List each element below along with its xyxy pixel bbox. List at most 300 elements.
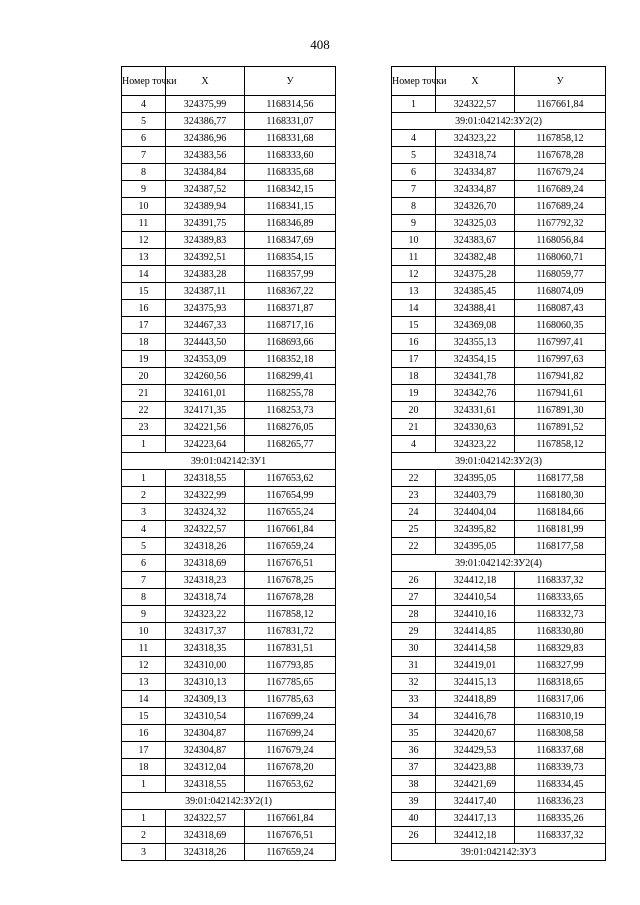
x-coordinate-cell: 324417,40 xyxy=(436,793,515,810)
y-coordinate-cell: 1167661,84 xyxy=(515,96,606,113)
table-row xyxy=(392,266,606,283)
table-row xyxy=(122,572,336,589)
x-coordinate-cell: 324221,56 xyxy=(166,419,245,436)
x-coordinate-cell: 324410,16 xyxy=(436,606,515,623)
table-row xyxy=(122,198,336,215)
x-coordinate-cell: 324429,53 xyxy=(436,742,515,759)
x-coordinate-cell: 324383,56 xyxy=(166,147,245,164)
table-row xyxy=(122,623,336,640)
section-title: 39:01:042142:ЗУ3 xyxy=(392,844,606,861)
table-row xyxy=(122,606,336,623)
y-coordinate-cell: 1167654,99 xyxy=(245,487,336,504)
x-coordinate-cell: 324392,51 xyxy=(166,249,245,266)
point-number-cell: 9 xyxy=(122,606,166,623)
table-row xyxy=(392,300,606,317)
section-row xyxy=(122,453,336,470)
x-coordinate-cell: 324389,94 xyxy=(166,198,245,215)
y-coordinate-cell: 1168318,65 xyxy=(515,674,606,691)
point-number-cell: 12 xyxy=(392,266,436,283)
x-coordinate-cell: 324420,67 xyxy=(436,725,515,742)
coordinates-table-right xyxy=(391,66,606,861)
x-coordinate-cell: 324312,04 xyxy=(166,759,245,776)
table-row xyxy=(122,504,336,521)
table-row xyxy=(392,96,606,113)
point-number-cell: 11 xyxy=(392,249,436,266)
x-coordinate-cell: 324403,79 xyxy=(436,487,515,504)
table-row xyxy=(392,623,606,640)
coordinates-table-left xyxy=(121,66,336,861)
x-coordinate-cell: 324384,84 xyxy=(166,164,245,181)
point-number-cell: 13 xyxy=(122,674,166,691)
point-number-cell: 16 xyxy=(122,300,166,317)
point-number-cell: 17 xyxy=(392,351,436,368)
point-number-cell: 11 xyxy=(122,215,166,232)
y-coordinate-cell: 1168336,23 xyxy=(515,793,606,810)
y-coordinate-cell: 1167891,52 xyxy=(515,419,606,436)
y-coordinate-cell: 1168347,69 xyxy=(245,232,336,249)
table-row xyxy=(392,793,606,810)
x-coordinate-cell: 324467,33 xyxy=(166,317,245,334)
table-row xyxy=(122,844,336,861)
y-coordinate-cell: 1168371,87 xyxy=(245,300,336,317)
x-coordinate-cell: 324410,54 xyxy=(436,589,515,606)
y-coordinate-cell: 1168332,73 xyxy=(515,606,606,623)
table-row xyxy=(122,147,336,164)
point-number-cell: 6 xyxy=(392,164,436,181)
y-coordinate-cell: 1167941,82 xyxy=(515,368,606,385)
x-coordinate-cell: 324412,18 xyxy=(436,572,515,589)
section-title: 39:01:042142:ЗУ2(2) xyxy=(392,113,606,130)
table-row xyxy=(392,572,606,589)
x-coordinate-cell: 324355,13 xyxy=(436,334,515,351)
y-coordinate-cell: 1167831,72 xyxy=(245,623,336,640)
x-coordinate-cell: 324318,74 xyxy=(436,147,515,164)
y-coordinate-cell: 1168337,68 xyxy=(515,742,606,759)
y-coordinate-cell: 1167689,24 xyxy=(515,181,606,198)
x-coordinate-cell: 324404,04 xyxy=(436,504,515,521)
y-coordinate-cell: 1168354,15 xyxy=(245,249,336,266)
table-row xyxy=(392,776,606,793)
table-row xyxy=(392,317,606,334)
y-coordinate-cell: 1168177,58 xyxy=(515,470,606,487)
point-number-cell: 27 xyxy=(392,589,436,606)
point-number-cell: 14 xyxy=(122,266,166,283)
y-coordinate-cell: 1167858,12 xyxy=(515,130,606,147)
y-coordinate-cell: 1168059,77 xyxy=(515,266,606,283)
x-coordinate-cell: 324419,01 xyxy=(436,657,515,674)
table-row xyxy=(392,419,606,436)
y-coordinate-cell: 1167661,84 xyxy=(245,810,336,827)
x-coordinate-cell: 324171,35 xyxy=(166,402,245,419)
y-coordinate-cell: 1168357,99 xyxy=(245,266,336,283)
table-row xyxy=(122,487,336,504)
x-coordinate-cell: 324443,50 xyxy=(166,334,245,351)
table-row xyxy=(392,232,606,249)
x-coordinate-cell: 324323,22 xyxy=(436,130,515,147)
point-number-cell: 14 xyxy=(392,300,436,317)
x-coordinate-cell: 324416,78 xyxy=(436,708,515,725)
point-number-cell: 3 xyxy=(122,844,166,861)
x-coordinate-cell: 324387,11 xyxy=(166,283,245,300)
x-coordinate-cell: 324260,56 xyxy=(166,368,245,385)
x-coordinate-cell: 324387,52 xyxy=(166,181,245,198)
point-number-cell: 17 xyxy=(122,317,166,334)
y-coordinate-cell: 1167659,24 xyxy=(245,844,336,861)
point-number-cell: 17 xyxy=(122,742,166,759)
point-number-cell: 4 xyxy=(392,130,436,147)
point-number-cell: 10 xyxy=(392,232,436,249)
x-coordinate-cell: 324318,26 xyxy=(166,538,245,555)
point-number-cell: 13 xyxy=(122,249,166,266)
x-coordinate-cell: 324324,32 xyxy=(166,504,245,521)
table-row xyxy=(122,351,336,368)
x-coordinate-cell: 324310,00 xyxy=(166,657,245,674)
x-coordinate-cell: 324304,87 xyxy=(166,742,245,759)
x-coordinate-cell: 324331,61 xyxy=(436,402,515,419)
table-row xyxy=(392,249,606,266)
point-number-cell: 12 xyxy=(122,657,166,674)
point-number-cell: 24 xyxy=(392,504,436,521)
y-coordinate-cell: 1167699,24 xyxy=(245,708,336,725)
section-title: 39:01:042142:ЗУ2(4) xyxy=(392,555,606,572)
y-coordinate-cell: 1168276,05 xyxy=(245,419,336,436)
table-row xyxy=(122,555,336,572)
y-coordinate-cell: 1168346,89 xyxy=(245,215,336,232)
y-coordinate-cell: 1168056,84 xyxy=(515,232,606,249)
y-coordinate-cell: 1168693,66 xyxy=(245,334,336,351)
x-coordinate-cell: 324318,69 xyxy=(166,555,245,572)
point-number-cell: 10 xyxy=(122,198,166,215)
point-number-cell: 39 xyxy=(392,793,436,810)
point-number-cell: 1 xyxy=(122,810,166,827)
x-coordinate-cell: 324341,78 xyxy=(436,368,515,385)
point-number-cell: 2 xyxy=(122,487,166,504)
header-y: У xyxy=(515,67,606,96)
x-coordinate-cell: 324304,87 xyxy=(166,725,245,742)
table-row xyxy=(392,708,606,725)
x-coordinate-cell: 324322,57 xyxy=(166,810,245,827)
y-coordinate-cell: 1168329,83 xyxy=(515,640,606,657)
x-coordinate-cell: 324326,70 xyxy=(436,198,515,215)
x-coordinate-cell: 324310,13 xyxy=(166,674,245,691)
table-row xyxy=(392,334,606,351)
table-row xyxy=(122,657,336,674)
table-row xyxy=(392,538,606,555)
y-coordinate-cell: 1168314,56 xyxy=(245,96,336,113)
x-coordinate-cell: 324412,18 xyxy=(436,827,515,844)
point-number-cell: 14 xyxy=(122,691,166,708)
point-number-cell: 22 xyxy=(392,470,436,487)
y-coordinate-cell: 1168337,32 xyxy=(515,827,606,844)
point-number-cell: 21 xyxy=(122,385,166,402)
y-coordinate-cell: 1168265,77 xyxy=(245,436,336,453)
table-row xyxy=(392,368,606,385)
x-coordinate-cell: 324395,05 xyxy=(436,470,515,487)
table-row xyxy=(392,759,606,776)
header-point-number: Номер точки xyxy=(122,67,166,96)
y-coordinate-cell: 1168352,18 xyxy=(245,351,336,368)
y-coordinate-cell: 1168342,15 xyxy=(245,181,336,198)
y-coordinate-cell: 1168335,68 xyxy=(245,164,336,181)
table-row xyxy=(122,402,336,419)
y-coordinate-cell: 1167891,30 xyxy=(515,402,606,419)
table-row xyxy=(392,215,606,232)
point-number-cell: 19 xyxy=(392,385,436,402)
x-coordinate-cell: 324414,85 xyxy=(436,623,515,640)
x-coordinate-cell: 324395,05 xyxy=(436,538,515,555)
y-coordinate-cell: 1168331,68 xyxy=(245,130,336,147)
point-number-cell: 8 xyxy=(392,198,436,215)
point-number-cell: 37 xyxy=(392,759,436,776)
point-number-cell: 4 xyxy=(392,436,436,453)
table-row xyxy=(392,436,606,453)
y-coordinate-cell: 1167659,24 xyxy=(245,538,336,555)
table-row xyxy=(392,640,606,657)
y-coordinate-cell: 1167678,28 xyxy=(515,147,606,164)
point-number-cell: 26 xyxy=(392,572,436,589)
table-row xyxy=(122,640,336,657)
x-coordinate-cell: 324342,76 xyxy=(436,385,515,402)
point-number-cell: 7 xyxy=(122,572,166,589)
table-row xyxy=(392,164,606,181)
table-row xyxy=(122,164,336,181)
table-row xyxy=(392,606,606,623)
y-coordinate-cell: 1168341,15 xyxy=(245,198,336,215)
table-row xyxy=(392,147,606,164)
y-coordinate-cell: 1167792,32 xyxy=(515,215,606,232)
x-coordinate-cell: 324375,93 xyxy=(166,300,245,317)
point-number-cell: 25 xyxy=(392,521,436,538)
table-row xyxy=(392,487,606,504)
table-row xyxy=(122,266,336,283)
y-coordinate-cell: 1167678,20 xyxy=(245,759,336,776)
table-row xyxy=(122,725,336,742)
point-number-cell: 23 xyxy=(122,419,166,436)
y-coordinate-cell: 1167679,24 xyxy=(515,164,606,181)
point-number-cell: 6 xyxy=(122,130,166,147)
point-number-cell: 4 xyxy=(122,521,166,538)
table-row xyxy=(392,504,606,521)
x-coordinate-cell: 324334,87 xyxy=(436,164,515,181)
point-number-cell: 20 xyxy=(392,402,436,419)
y-coordinate-cell: 1168317,06 xyxy=(515,691,606,708)
x-coordinate-cell: 324388,41 xyxy=(436,300,515,317)
x-coordinate-cell: 324395,82 xyxy=(436,521,515,538)
y-coordinate-cell: 1167678,25 xyxy=(245,572,336,589)
y-coordinate-cell: 1168717,16 xyxy=(245,317,336,334)
y-coordinate-cell: 1167997,63 xyxy=(515,351,606,368)
table-header-row xyxy=(392,67,606,96)
point-number-cell: 8 xyxy=(122,589,166,606)
point-number-cell: 18 xyxy=(122,334,166,351)
x-coordinate-cell: 324309,13 xyxy=(166,691,245,708)
x-coordinate-cell: 324161,01 xyxy=(166,385,245,402)
x-coordinate-cell: 324391,75 xyxy=(166,215,245,232)
table-row xyxy=(122,810,336,827)
point-number-cell: 16 xyxy=(122,725,166,742)
point-number-cell: 3 xyxy=(122,504,166,521)
y-coordinate-cell: 1168333,60 xyxy=(245,147,336,164)
y-coordinate-cell: 1168299,41 xyxy=(245,368,336,385)
x-coordinate-cell: 324318,55 xyxy=(166,776,245,793)
y-coordinate-cell: 1167858,12 xyxy=(515,436,606,453)
x-coordinate-cell: 324334,87 xyxy=(436,181,515,198)
point-number-cell: 40 xyxy=(392,810,436,827)
y-coordinate-cell: 1168060,35 xyxy=(515,317,606,334)
point-number-cell: 22 xyxy=(392,538,436,555)
x-coordinate-cell: 324317,37 xyxy=(166,623,245,640)
y-coordinate-cell: 1167653,62 xyxy=(245,470,336,487)
table-row xyxy=(122,436,336,453)
point-number-cell: 7 xyxy=(392,181,436,198)
y-coordinate-cell: 1167831,51 xyxy=(245,640,336,657)
section-row xyxy=(392,113,606,130)
point-number-cell: 36 xyxy=(392,742,436,759)
table-row xyxy=(392,589,606,606)
point-number-cell: 5 xyxy=(122,113,166,130)
table-row xyxy=(392,385,606,402)
y-coordinate-cell: 1167941,61 xyxy=(515,385,606,402)
point-number-cell: 6 xyxy=(122,555,166,572)
point-number-cell: 33 xyxy=(392,691,436,708)
x-coordinate-cell: 324354,15 xyxy=(436,351,515,368)
page-number: 408 xyxy=(310,37,330,52)
x-coordinate-cell: 324318,69 xyxy=(166,827,245,844)
y-coordinate-cell: 1167676,51 xyxy=(245,827,336,844)
point-number-cell: 18 xyxy=(122,759,166,776)
x-coordinate-cell: 324322,57 xyxy=(436,96,515,113)
x-coordinate-cell: 324389,83 xyxy=(166,232,245,249)
x-coordinate-cell: 324310,54 xyxy=(166,708,245,725)
table-row xyxy=(392,283,606,300)
point-number-cell: 38 xyxy=(392,776,436,793)
point-number-cell: 16 xyxy=(392,334,436,351)
point-number-cell: 32 xyxy=(392,674,436,691)
point-number-cell: 2 xyxy=(122,827,166,844)
point-number-cell: 23 xyxy=(392,487,436,504)
y-coordinate-cell: 1168308,58 xyxy=(515,725,606,742)
table-row xyxy=(392,181,606,198)
x-coordinate-cell: 324318,74 xyxy=(166,589,245,606)
x-coordinate-cell: 324318,35 xyxy=(166,640,245,657)
y-coordinate-cell: 1167653,62 xyxy=(245,776,336,793)
point-number-cell: 29 xyxy=(392,623,436,640)
y-coordinate-cell: 1167689,24 xyxy=(515,198,606,215)
table-row xyxy=(122,691,336,708)
header-x: X xyxy=(166,67,245,96)
x-coordinate-cell: 324353,09 xyxy=(166,351,245,368)
table-row xyxy=(122,96,336,113)
header-y: У xyxy=(245,67,336,96)
table-row xyxy=(122,249,336,266)
x-coordinate-cell: 324323,22 xyxy=(436,436,515,453)
point-number-cell: 31 xyxy=(392,657,436,674)
point-number-cell: 1 xyxy=(122,436,166,453)
x-coordinate-cell: 324385,45 xyxy=(436,283,515,300)
y-coordinate-cell: 1167678,28 xyxy=(245,589,336,606)
y-coordinate-cell: 1167858,12 xyxy=(245,606,336,623)
table-row xyxy=(392,742,606,759)
x-coordinate-cell: 324418,89 xyxy=(436,691,515,708)
point-number-cell: 30 xyxy=(392,640,436,657)
section-title: 39:01:042142:ЗУ1 xyxy=(122,453,336,470)
y-coordinate-cell: 1167793,85 xyxy=(245,657,336,674)
section-row xyxy=(392,555,606,572)
x-coordinate-cell: 324386,96 xyxy=(166,130,245,147)
y-coordinate-cell: 1167655,24 xyxy=(245,504,336,521)
x-coordinate-cell: 324421,69 xyxy=(436,776,515,793)
point-number-cell: 5 xyxy=(122,538,166,555)
table-row xyxy=(122,215,336,232)
point-number-cell: 4 xyxy=(122,96,166,113)
point-number-cell: 8 xyxy=(122,164,166,181)
table-row xyxy=(392,521,606,538)
point-number-cell: 15 xyxy=(122,708,166,725)
x-coordinate-cell: 324318,26 xyxy=(166,844,245,861)
x-coordinate-cell: 324382,48 xyxy=(436,249,515,266)
table-row xyxy=(122,334,336,351)
point-number-cell: 12 xyxy=(122,232,166,249)
table-row xyxy=(392,351,606,368)
point-number-cell: 18 xyxy=(392,368,436,385)
table-row xyxy=(122,776,336,793)
y-coordinate-cell: 1168253,73 xyxy=(245,402,336,419)
y-coordinate-cell: 1168327,99 xyxy=(515,657,606,674)
table-row xyxy=(392,827,606,844)
point-number-cell: 19 xyxy=(122,351,166,368)
y-coordinate-cell: 1167785,65 xyxy=(245,674,336,691)
point-number-cell: 20 xyxy=(122,368,166,385)
x-coordinate-cell: 324322,57 xyxy=(166,521,245,538)
point-number-cell: 15 xyxy=(122,283,166,300)
point-number-cell: 35 xyxy=(392,725,436,742)
table-header-row xyxy=(122,67,336,96)
x-coordinate-cell: 324375,99 xyxy=(166,96,245,113)
y-coordinate-cell: 1168335,26 xyxy=(515,810,606,827)
y-coordinate-cell: 1168060,71 xyxy=(515,249,606,266)
table-row xyxy=(122,419,336,436)
y-coordinate-cell: 1168367,22 xyxy=(245,283,336,300)
y-coordinate-cell: 1168181,99 xyxy=(515,521,606,538)
y-coordinate-cell: 1168339,73 xyxy=(515,759,606,776)
y-coordinate-cell: 1168177,58 xyxy=(515,538,606,555)
x-coordinate-cell: 324386,77 xyxy=(166,113,245,130)
x-coordinate-cell: 324383,67 xyxy=(436,232,515,249)
x-coordinate-cell: 324375,28 xyxy=(436,266,515,283)
x-coordinate-cell: 324223,64 xyxy=(166,436,245,453)
table-row xyxy=(122,181,336,198)
x-coordinate-cell: 324323,22 xyxy=(166,606,245,623)
point-number-cell: 1 xyxy=(122,776,166,793)
point-number-cell: 9 xyxy=(392,215,436,232)
y-coordinate-cell: 1167676,51 xyxy=(245,555,336,572)
table-row xyxy=(122,232,336,249)
table-row xyxy=(122,521,336,538)
table-row xyxy=(392,130,606,147)
y-coordinate-cell: 1168074,09 xyxy=(515,283,606,300)
x-coordinate-cell: 324415,13 xyxy=(436,674,515,691)
point-number-cell: 9 xyxy=(122,181,166,198)
table-row xyxy=(122,317,336,334)
point-number-cell: 26 xyxy=(392,827,436,844)
table-row xyxy=(122,130,336,147)
y-coordinate-cell: 1168333,65 xyxy=(515,589,606,606)
table-row xyxy=(122,113,336,130)
table-row xyxy=(392,810,606,827)
table-row xyxy=(122,300,336,317)
y-coordinate-cell: 1168087,43 xyxy=(515,300,606,317)
x-coordinate-cell: 324325,03 xyxy=(436,215,515,232)
